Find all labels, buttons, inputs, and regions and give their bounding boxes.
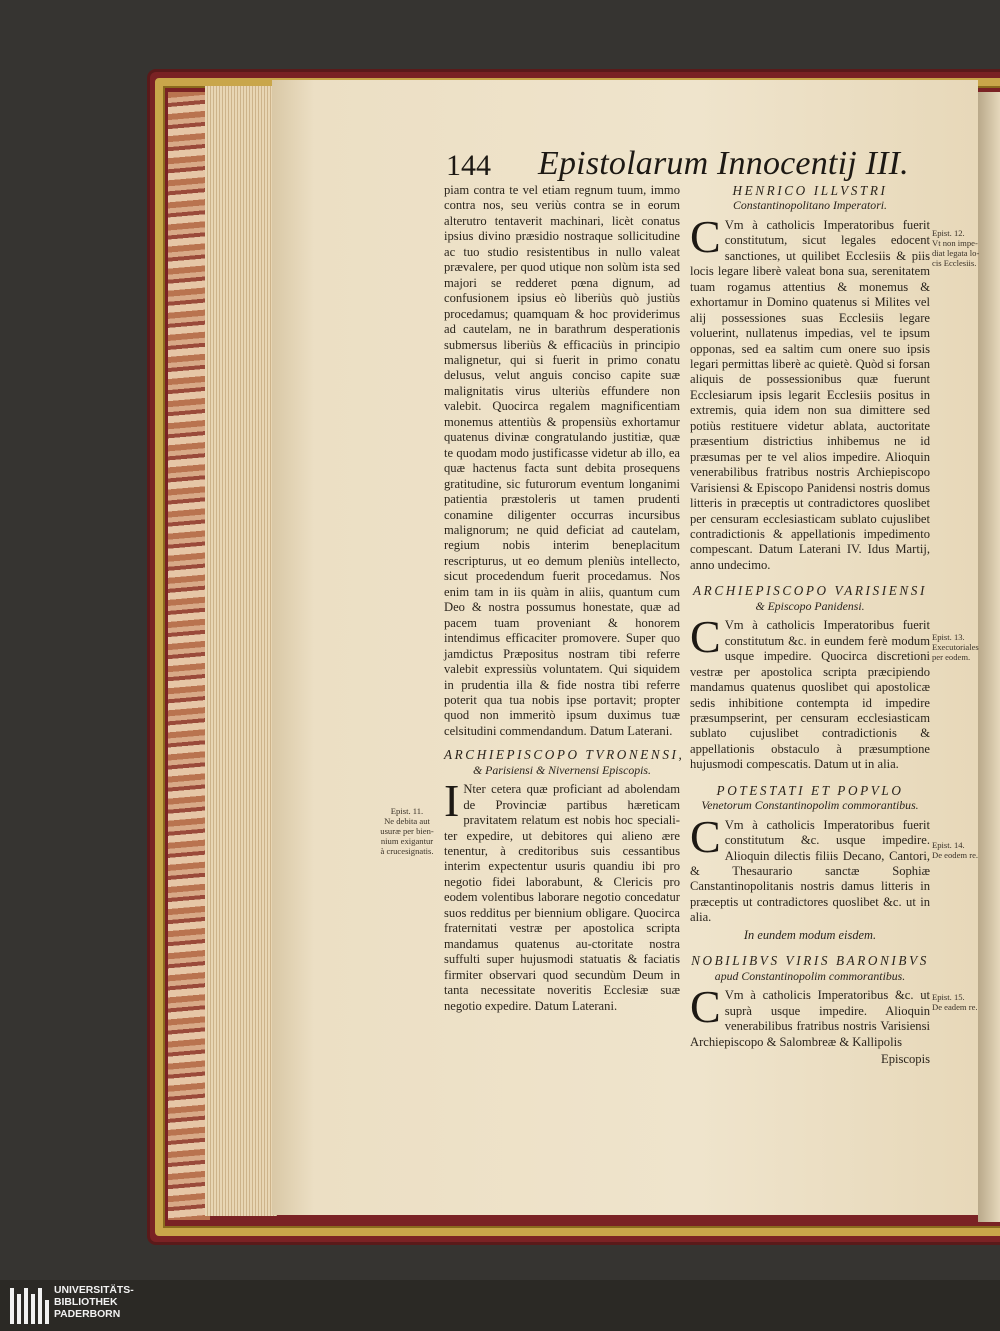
letter-body	[690, 981, 930, 1050]
logo-line-1: UNIVERSITÄTS-	[54, 1285, 134, 1296]
letter-tail-heading: In eundem modum eisdem.	[743, 927, 877, 942]
letter-body	[690, 210, 930, 573]
letter-body	[690, 810, 930, 926]
letter-heading-line-2: & Parisiensi & Nivernensi Episcopis.	[473, 762, 651, 777]
margin-note-epist-13	[932, 632, 994, 662]
letter-heading	[690, 928, 930, 943]
letter-heading-line-2: Venetorum Constantinopolim commorantibus.	[701, 798, 919, 813]
footer-bar	[0, 1280, 1000, 1331]
letter-heading-line-2: apud Constantinopolim commorantibus.	[714, 968, 906, 983]
margin-note-epist-12	[932, 228, 994, 268]
logo-line-2: BIBLIOTHEK	[54, 1297, 118, 1308]
margin-note-line: Epist. 13.	[932, 632, 965, 642]
margin-note-line: per eodem.	[932, 652, 971, 662]
margin-note-epist-14	[932, 840, 994, 860]
letter-heading-line-1: ARCHIEPISCOPO TVRONENSI,	[444, 747, 685, 763]
letter-heading	[690, 953, 930, 984]
margin-note-line: De eadem re.	[932, 1002, 978, 1012]
continuation-text: piam contra te vel etiam regnum tuum, immo contra nos, seu veriùs contra se in eorum alterutro tentaverit machinari, licèt conatus ipsius divino præsidio nostraque sollicitudine ac tuo studio resistentibus in nullo valeat prævalere, per quod utique non solùm ista sed majori se redderet pœna dignum, ad confusionem ipsius eò liberiùs quò justiùs procedamus; quamquam & hoc providerimus ad cautelam, ne in barathrum desperationis submersus liberiùs & efficaciùs in principio malignetur, qui si fuerit in primo conatu delusus, velut anguis conciso capite suæ malignitatis virus ulteriùs effundere non valebit. Quocirca regalem magnificentiam monemus attentiùs & propensiùs exhortamur quatenus divinæ congratulando justitiæ, quæ te quodam modo justificasse videtur ab illo, ea quæ hactenus facta sunt debita prosequens gratitudine, sic futurorum eventum longanimi patientia præstoleris ut tamen prudenti conamine diligenter occurras incursibus malignorum; ne quid deficiat ad cautelam, regium nobis interim beneplacitum rescripturus, ut eo demum pleniùs intellecto, sicut procedendum fuerit procedamus. Nos enim tam in iis quàm in aliis, quantum cum Deo & nostra possumus honestate, quæ ad pacem tuam proveniant & honorem intendimus efficaciter promovere. Super quo jamdictus Præpositus nostram tibi referre valebit expressiùs voluntatem. Qui siquidem in prudentia illa & fide nostra tibi referre poterit qua tua nobis ipse portavit; propter quod non immeritò ipsum duximus tuæ celsitudini commendandum. Datum Laterani.	[444, 183, 680, 738]
marbled-endpaper	[168, 92, 210, 1220]
letter-text: Vm à catholicis Imperatoribus fuerit constitutum &c. in eundem ferè modum usque impedire. Quocirca discretioni vestræ per apostolica scripta præcipiendo mandamus quatenus quoslibet qui apostolicæ sedis inhibitione contempta id impedire præsumpserint, per censuram ecclesiasticam sublato cujuslibet contradictionis & appellationis obstaculo à præsumptione hujusmodi compescatis. Datum ut in alia.	[690, 618, 930, 772]
margin-note-line: Epist. 14.	[932, 840, 965, 850]
margin-note-epist-11	[376, 806, 438, 856]
margin-note-line: Executoriales	[932, 642, 979, 652]
letter-heading-line-1: POTESTATI ET POPVLO	[716, 782, 904, 798]
letter-text: Vm à catholicis Imperatoribus fuerit constitutum, sicut legales edocent sanctiones, ut quilibet Ecclesiis & piis locis legare liberè valeat bona sua, serenitatem tuam rogamus attentius & monemus & exhortamur in Domino quatenus si Milites vel alij possessiones suas Ecclesiis legare voluerint, nullatenus impedias, vel te ipsum opponas, sed ea saltim cum onere suo ipsis legari permittas liberè ac quietè. Quòd si forsan aliquis de possessionibus quæ fuerunt Ecclesiarum ipsis legarit Ecclesiis positus in extremis, quia idem non sua dimittere sed potiùs restituere videtur ablata, auctoritate præsentium districtius inhibemus ne id præsumas per te vel alios impedire. Alioquin venerabilibus fratribus nostris Archiepiscopo Varisiensi & Episcopo Panidensi nostris domus litteris in præceptis ut contradictores quoslibet per censuram ecclesiasticam sublato cujuslibet contradictionis & appellationis impedimento compescant. Datum Laterani IV. Idus Martij, anno undecimo.	[690, 217, 930, 572]
margin-note-line: diat legata lo-	[932, 248, 980, 258]
library-logo-text	[54, 1285, 134, 1321]
letter-heading	[690, 583, 930, 614]
margin-note-epist-15	[932, 992, 994, 1012]
page-number: 144	[446, 149, 491, 182]
margin-note-line: cis Ecclesiis.	[932, 258, 977, 268]
running-title: Epistolarum Innocentij III.	[538, 145, 909, 182]
right-column	[690, 183, 930, 1067]
margin-note-line: nium exigantur	[380, 836, 434, 846]
letter-text: Vm à catholicis Imperatoribus &c. ut suprà usque impedire. Alioquin venerabilibus fratribus nostris Varisiensi Archiepiscopo & Salombreæ & Kallipolis	[690, 988, 930, 1049]
drop-cap: C	[690, 611, 721, 663]
margin-note-line: Epist. 11.	[390, 806, 424, 816]
margin-note-line: à crucesignatis.	[380, 846, 434, 856]
letter-heading-line-1: ARCHIEPISCOPO VARISIENSI	[693, 583, 927, 599]
left-column	[444, 183, 685, 1014]
letter-body	[690, 611, 930, 773]
logo-line-3: PADERBORN	[54, 1309, 121, 1320]
drop-cap: I	[444, 775, 460, 827]
margin-note-line: usuræ per bien-	[380, 826, 434, 836]
drop-cap: C	[690, 210, 721, 262]
letter-heading-line-2: & Episcopo Panidensi.	[755, 598, 865, 613]
drop-cap: C	[690, 810, 721, 862]
letter-heading-line-1: HENRICO ILLVSTRI	[732, 183, 888, 198]
catchword: Episcopis	[881, 1052, 930, 1067]
letter-body	[444, 775, 680, 1014]
letter-text: Vm à catholicis Imperatoribus fuerit constitutum &c. usque impedire. Alioquin dilectis filiis Decano, Cantori, & Thesaurario sanctæ Sophiæ Canstantinopolitanis nostris damus litteris in præceptis ut contradictores quoslibet &c. ut in alia.	[690, 817, 930, 925]
library-logo-icon	[10, 1288, 50, 1324]
letter-text: Nter cetera quæ proficiant ad abolendam de Provinciæ partibus hæreticam pravitatem relatum est nobis hoc speciali-ter expedire, ut debitores qui alieno ære tenentur, à creditoribus suis cessantibus interim expectentur usuris quandiu ibi pro negotio fidei laborabunt, & Clericis pro eodem volentibus laborare negotio concedatur suos redditus per biennium obligare. Quocirca fraternitati vestræ per apostolica scripta mandamus quatenus au-ctoritate nostra suffulti super hujusmodi statuatis & faciatis firmiter observari quod secundùm Deum in tanta necessitate noveritis Ecclesiæ suæ negotio expedire. Datum Laterani.	[444, 782, 680, 1013]
margin-note-line: De eodem re.	[932, 850, 979, 860]
drop-cap: C	[690, 981, 721, 1033]
margin-note-line: Epist. 12.	[932, 228, 965, 238]
letter-heading-line-2: Constantinopolitano Imperatori.	[732, 198, 888, 213]
margin-note-line: Ne debita aut	[384, 816, 430, 826]
letter-heading	[444, 747, 685, 778]
margin-note-line: Epist. 15.	[932, 992, 965, 1002]
letter-heading	[690, 183, 930, 214]
letter-heading	[690, 783, 930, 814]
letter-heading-line-1: NOBILIBVS VIRIS BARONIBVS	[691, 953, 929, 969]
margin-note-line: Vt non impe-	[932, 238, 978, 248]
page-edges	[205, 86, 277, 1216]
